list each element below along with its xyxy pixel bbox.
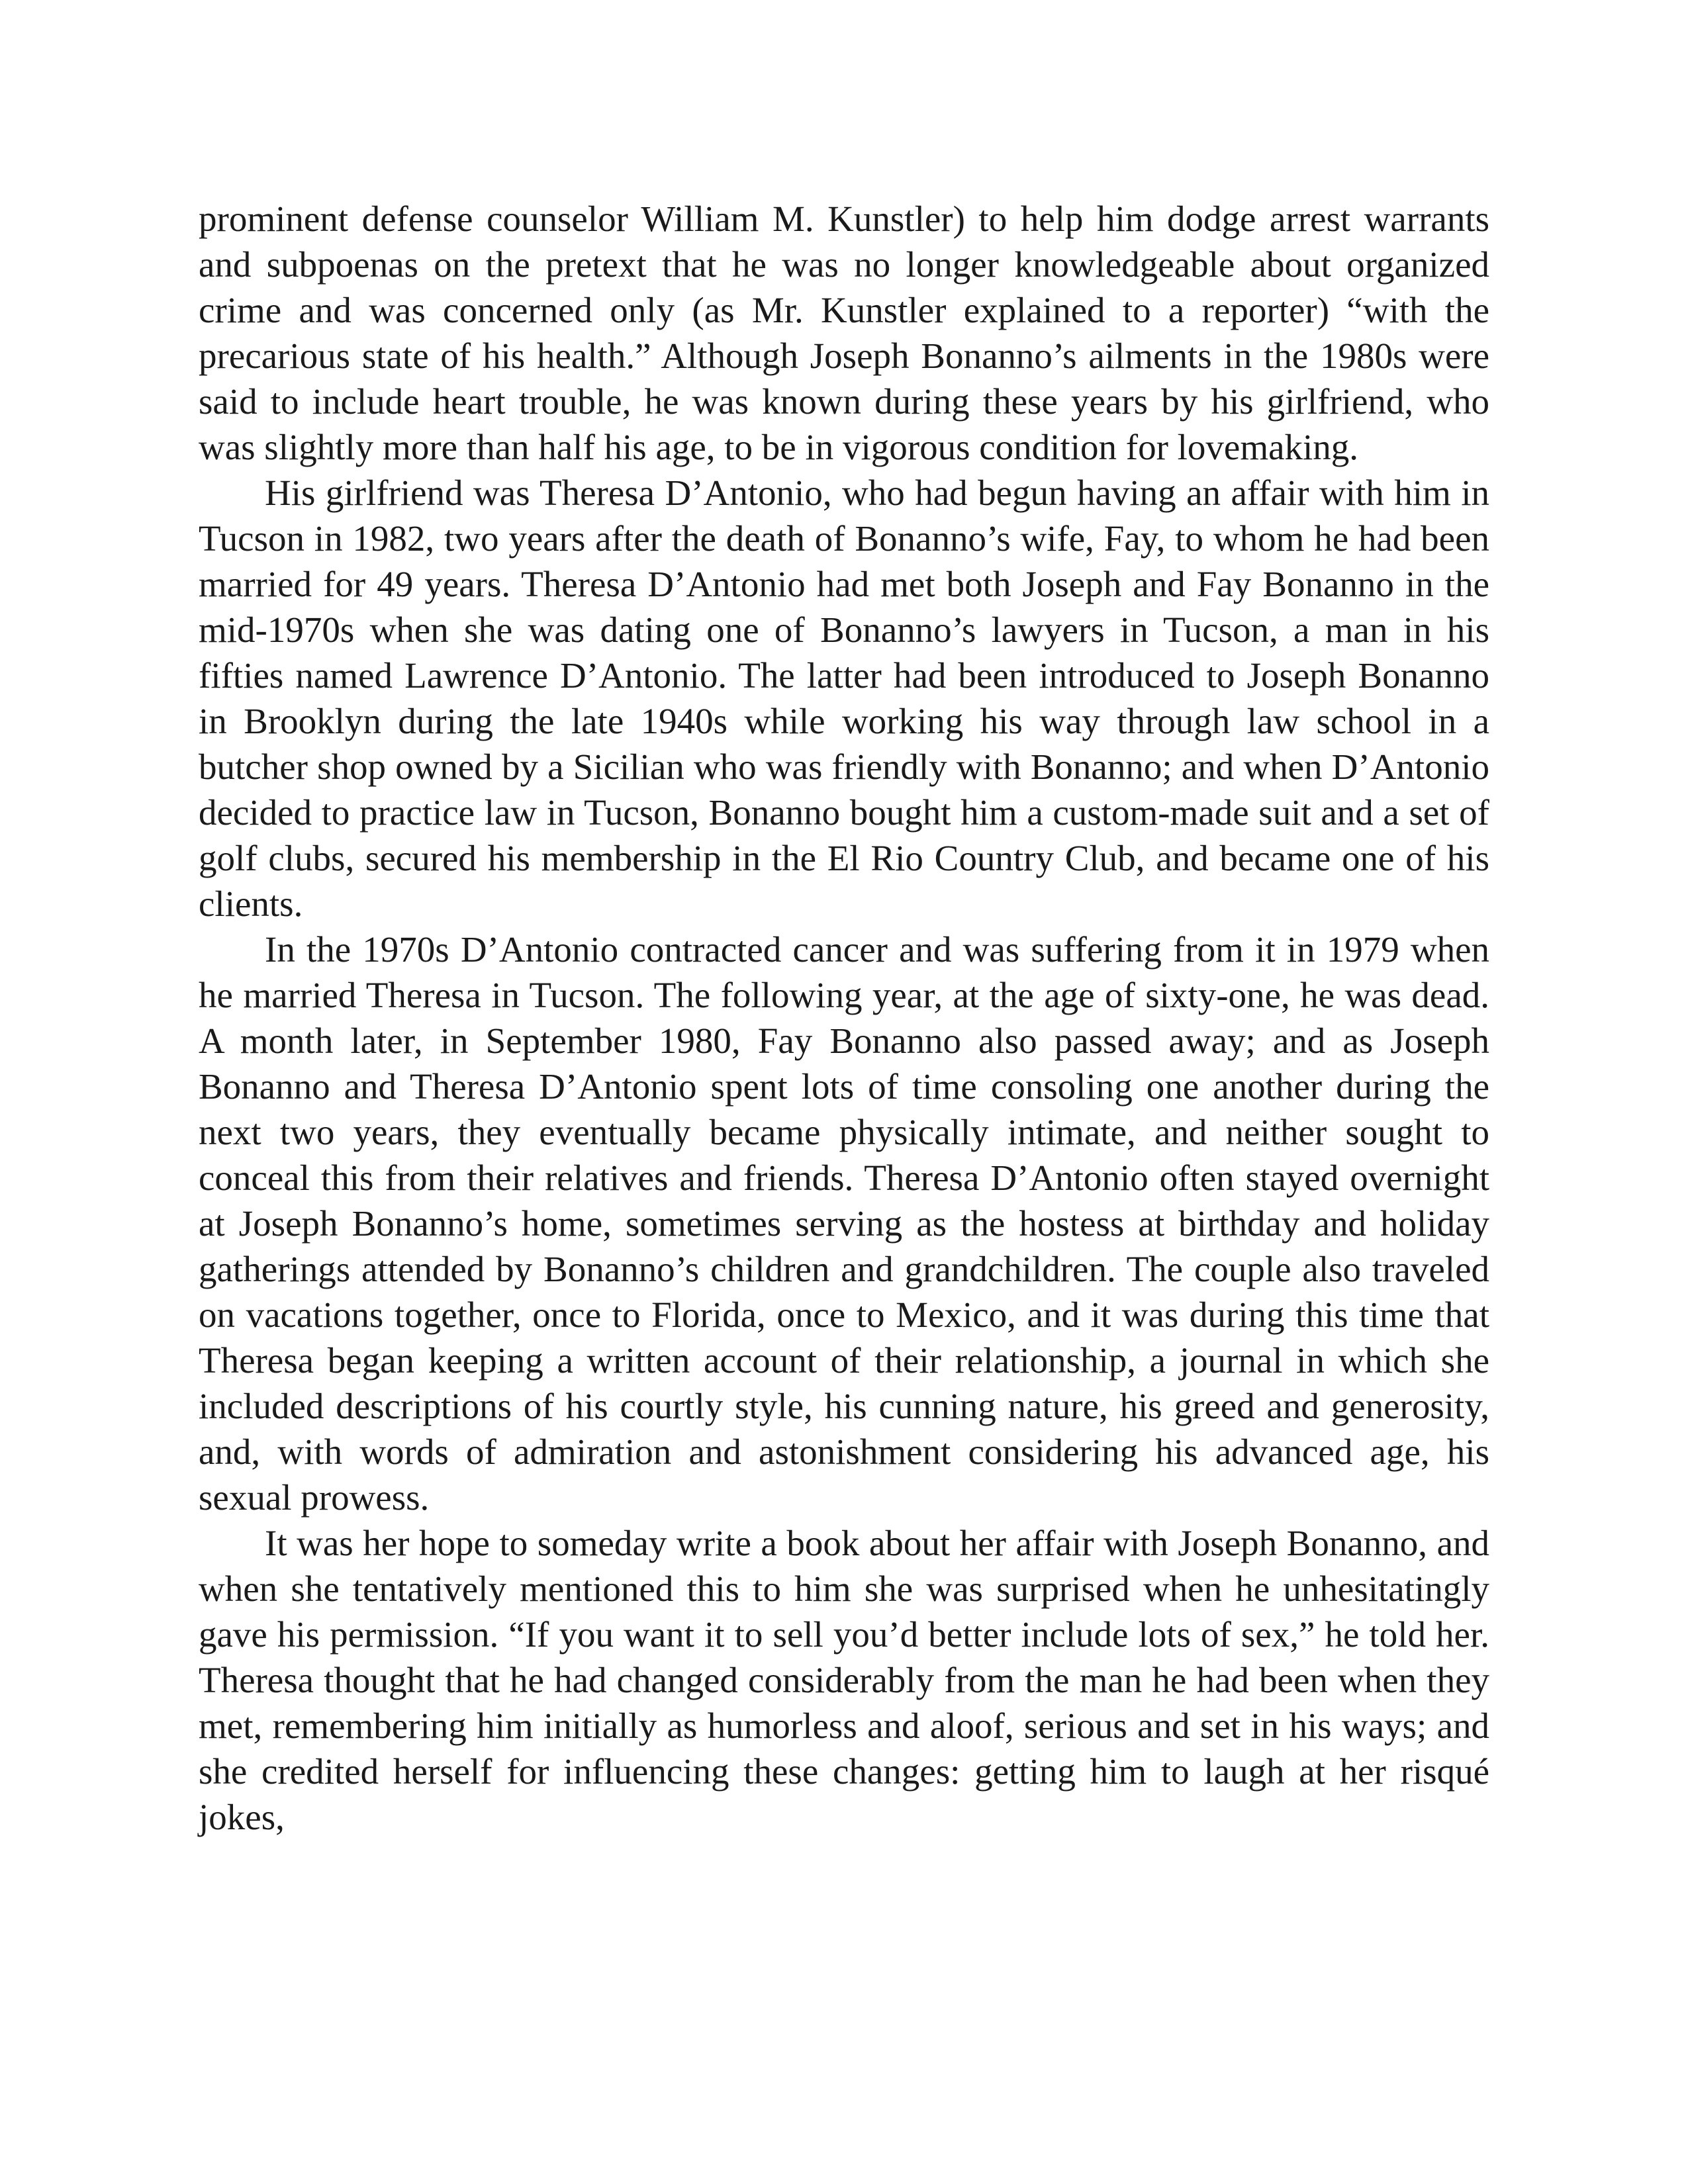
paragraph-4: It was her hope to someday write a book about her affair with Joseph Bonanno, and when she tentatively mentioned this to him she was surprised when he unhesitatingly gave his permission. “If you want it to sell you’d better include lots of sex,” he told her. Theresa thought that he had changed considerably from the man he had been when they met, remembering him initially as humorless and aloof, serious and set in his ways; and she credited herself for influencing these changes: getting him to laugh at her risqué jokes,	[199, 1523, 1489, 1837]
body-text	[199, 196, 1489, 1840]
paragraph-1: prominent defense counselor William M. Kunstler) to help him dodge arrest warrants and subpoenas on the pretext that he was no longer knowledgeable about organized crime and was concerned only (as Mr. Kunstler explained to a reporter) “with the precarious state of his health.” Although Joseph Bonanno’s ailments in the 1980s were said to include heart trouble, he was known during these years by his girlfriend, who was slightly more than half his age, to be in vigorous condition for lovemaking.	[199, 199, 1489, 467]
paragraph-3: In the 1970s D’Antonio contracted cancer and was suffering from it in 1979 when he married Theresa in Tucson. The following year, at the age of sixty-one, he was dead. A month later, in September 1980, Fay Bonanno also passed away; and as Joseph Bonanno and Theresa D’Antonio spent lots of time consoling one another during the next two years, they eventually became physically intimate, and neither sought to conceal this from their relatives and friends. Theresa D’Antonio often stayed overnight at Joseph Bonanno’s home, sometimes serving as the hostess at birthday and holiday gatherings attended by Bonanno’s children and grandchildren. The couple also traveled on vacations together, once to Florida, once to Mexico, and it was during this time that Theresa began keeping a written account of their relationship, a journal in which she included descriptions of his courtly style, his cunning nature, his greed and generosity, and, with words of admiration and astonishment considering his advanced age, his sexual prowess.	[199, 929, 1489, 1518]
paragraph-2: His girlfriend was Theresa D’Antonio, who had begun having an affair with him in Tucson in 1982, two years after the death of Bonanno’s wife, Fay, to whom he had been married for 49 years. Theresa D’Antonio had met both Joseph and Fay Bonanno in the mid-1970s when she was dating one of Bonanno’s lawyers in Tucson, a man in his fifties named Lawrence D’Antonio. The latter had been introduced to Joseph Bonanno in Brooklyn during the late 1940s while working his way through law school in a butcher shop owned by a Sicilian who was friendly with Bonanno; and when D’Antonio decided to practice law in Tucson, Bonanno bought him a custom-made suit and a set of golf clubs, secured his membership in the El Rio Country Club, and became one of his clients.	[199, 473, 1489, 924]
